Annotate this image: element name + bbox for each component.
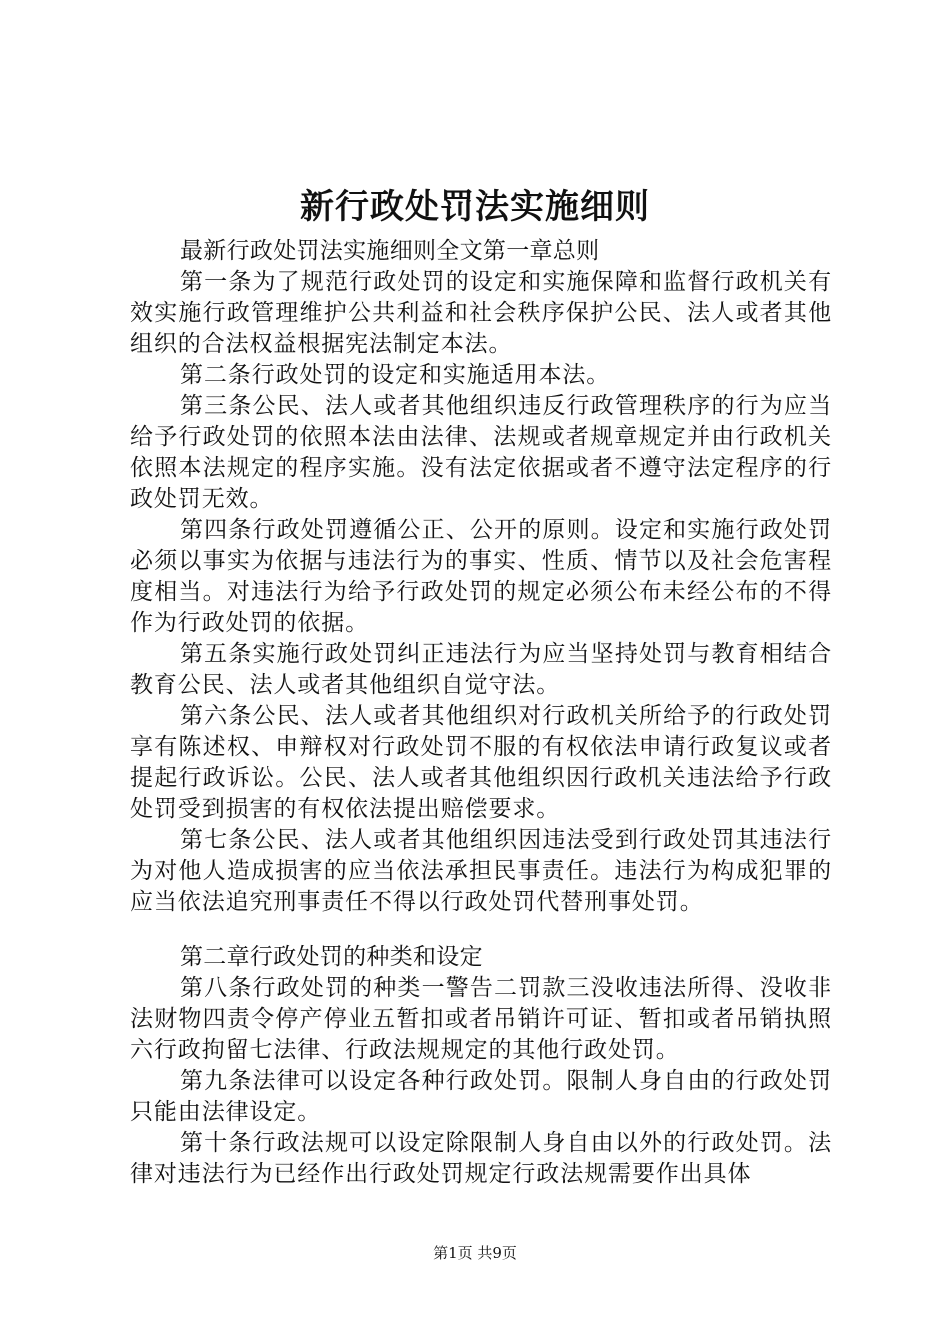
chapter-heading: 第二章行政处罚的种类和设定: [180, 944, 483, 970]
article-paragraph: 第四条行政处罚遵循公正、公开的原则。设定和实施行政处罚必须以事实为依据与违法行为的事实、性质、情节以及社会危害程度相当。对违法行为给予行政处罚的规定必须公布未经公布的不得作为行政处罚的依据。: [130, 517, 832, 636]
article-paragraph: 第七条公民、法人或者其他组织因违法受到行政处罚其违法行为对他人造成损害的应当依法承担民事责任。违法行为构成犯罪的应当依法追究刑事责任不得以行政处罚代替刑事处罚。: [130, 827, 832, 915]
article-paragraph: 第九条法律可以设定各种行政处罚。限制人身自由的行政处罚只能由法律设定。: [130, 1068, 832, 1125]
article-paragraph: 第六条公民、法人或者其他组织对行政机关所给予的行政处罚享有陈述权、申辩权对行政处罚不服的有权依法申请行政复议或者提起行政诉讼。公民、法人或者其他组织因行政机关违法给予行政处罚受到损害的有权依法提出赔偿要求。: [130, 703, 832, 822]
article-paragraph: 第二条行政处罚的设定和实施适用本法。: [180, 362, 611, 388]
article-paragraph: 第八条行政处罚的种类一警告二罚款三没收违法所得、没收非法财物四责令停产停业五暂扣或者吊销许可证、暂扣或者吊销执照六行政拘留七法律、行政法规规定的其他行政处罚。: [130, 975, 832, 1063]
article-paragraph: 第五条实施行政处罚纠正违法行为应当坚持处罚与教育相结合教育公民、法人或者其他组织自觉守法。: [130, 641, 832, 698]
article-paragraph: 第一条为了规范行政处罚的设定和实施保障和监督行政机关有效实施行政管理维护公共利益和社会秩序保护公民、法人或者其他组织的合法权益根据宪法制定本法。: [130, 269, 832, 357]
article-paragraph: 第十条行政法规可以设定除限制人身自由以外的行政处罚。法律对违法行为已经作出行政处罚规定行政法规需要作出具体: [130, 1130, 832, 1187]
article-paragraph: 第三条公民、法人或者其他组织违反行政管理秩序的行为应当给予行政处罚的依照本法由法律、法规或者规章规定并由行政机关依照本法规定的程序实施。没有法定依据或者不遵守法定程序的行政处罚无效。: [130, 393, 832, 512]
document-body: [130, 236, 832, 1190]
page-number-footer: 第1页 共9页: [433, 1244, 517, 1262]
chapter-heading: 最新行政处罚法实施细则全文第一章总则: [180, 238, 600, 264]
page-title: 新行政处罚法实施细则: [300, 187, 650, 227]
